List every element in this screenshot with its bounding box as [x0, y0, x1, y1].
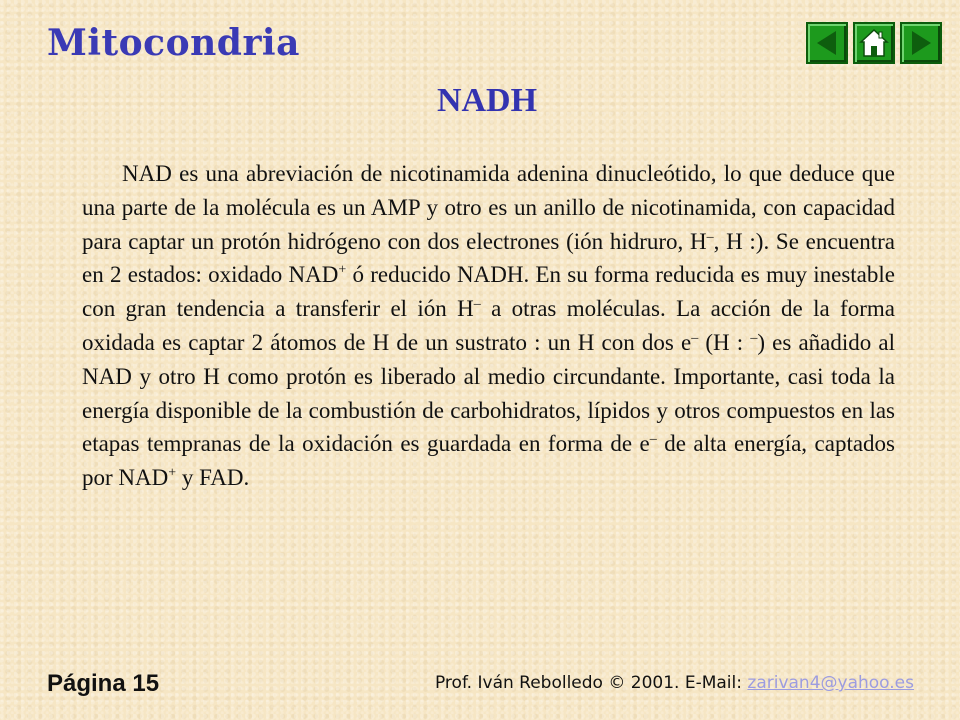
- superscript-minus: –: [649, 431, 657, 447]
- text-segment: , H :). Se encuentra en 2 estados: oxidado NAD: [82, 228, 895, 288]
- nav-buttons: [806, 22, 947, 64]
- footer-credit: [435, 673, 914, 693]
- page-number: Página 15: [47, 670, 160, 697]
- email-link[interactable]: zarivan4@yahoo.es: [747, 673, 914, 693]
- superscript-minus: –: [706, 228, 714, 244]
- arrow-right-icon: [906, 28, 936, 58]
- superscript-minus: –: [473, 296, 481, 312]
- arrow-left-icon: [812, 28, 842, 58]
- superscript-minus: –: [750, 330, 758, 346]
- home-button[interactable]: [853, 22, 895, 64]
- next-button[interactable]: [900, 22, 942, 64]
- previous-button[interactable]: [806, 22, 848, 64]
- superscript-minus: –: [691, 330, 699, 346]
- page-subtitle: NADH: [436, 82, 538, 119]
- superscript-plus: +: [338, 262, 347, 278]
- credit-text: Prof. Iván Rebolledo © 2001. E-Mail:: [434, 673, 748, 693]
- text-segment: (H :: [698, 329, 751, 355]
- text-segment: de alta energía, captados por NAD: [82, 431, 895, 491]
- text-segment: NAD es una abreviación de nicotinamida adenina dinucleótido, lo que deduce que una parte de la molécula es un AMP y otro es un anillo de nicotinamida, con capacidad para captar un protón hidrógeno con dos electrones (ión hidruro, H: [82, 161, 895, 254]
- text-segment: ) es añadido al NAD y otro H como protón es liberado al medio circundante. Importante, casi toda la energía disponible de la combustión de carbohidratos, lípidos y otros compuestos en las etapas tempranas de la oxidación es guardada en forma de e: [82, 329, 895, 457]
- superscript-plus: +: [168, 465, 177, 481]
- text-segment: ó reducido NADH. En su forma reducida es muy inestable con gran tendencia a transferir el ión H: [82, 262, 895, 322]
- text-segment: y FAD.: [176, 465, 250, 491]
- home-icon: [858, 27, 890, 59]
- nadh-paragraph: [82, 157, 895, 495]
- page-title: Mitocondria: [47, 22, 300, 64]
- text-segment: a otras moléculas. La acción de la forma oxidada es captar 2 átomos de H de un sustrato : un H con dos e: [82, 296, 895, 355]
